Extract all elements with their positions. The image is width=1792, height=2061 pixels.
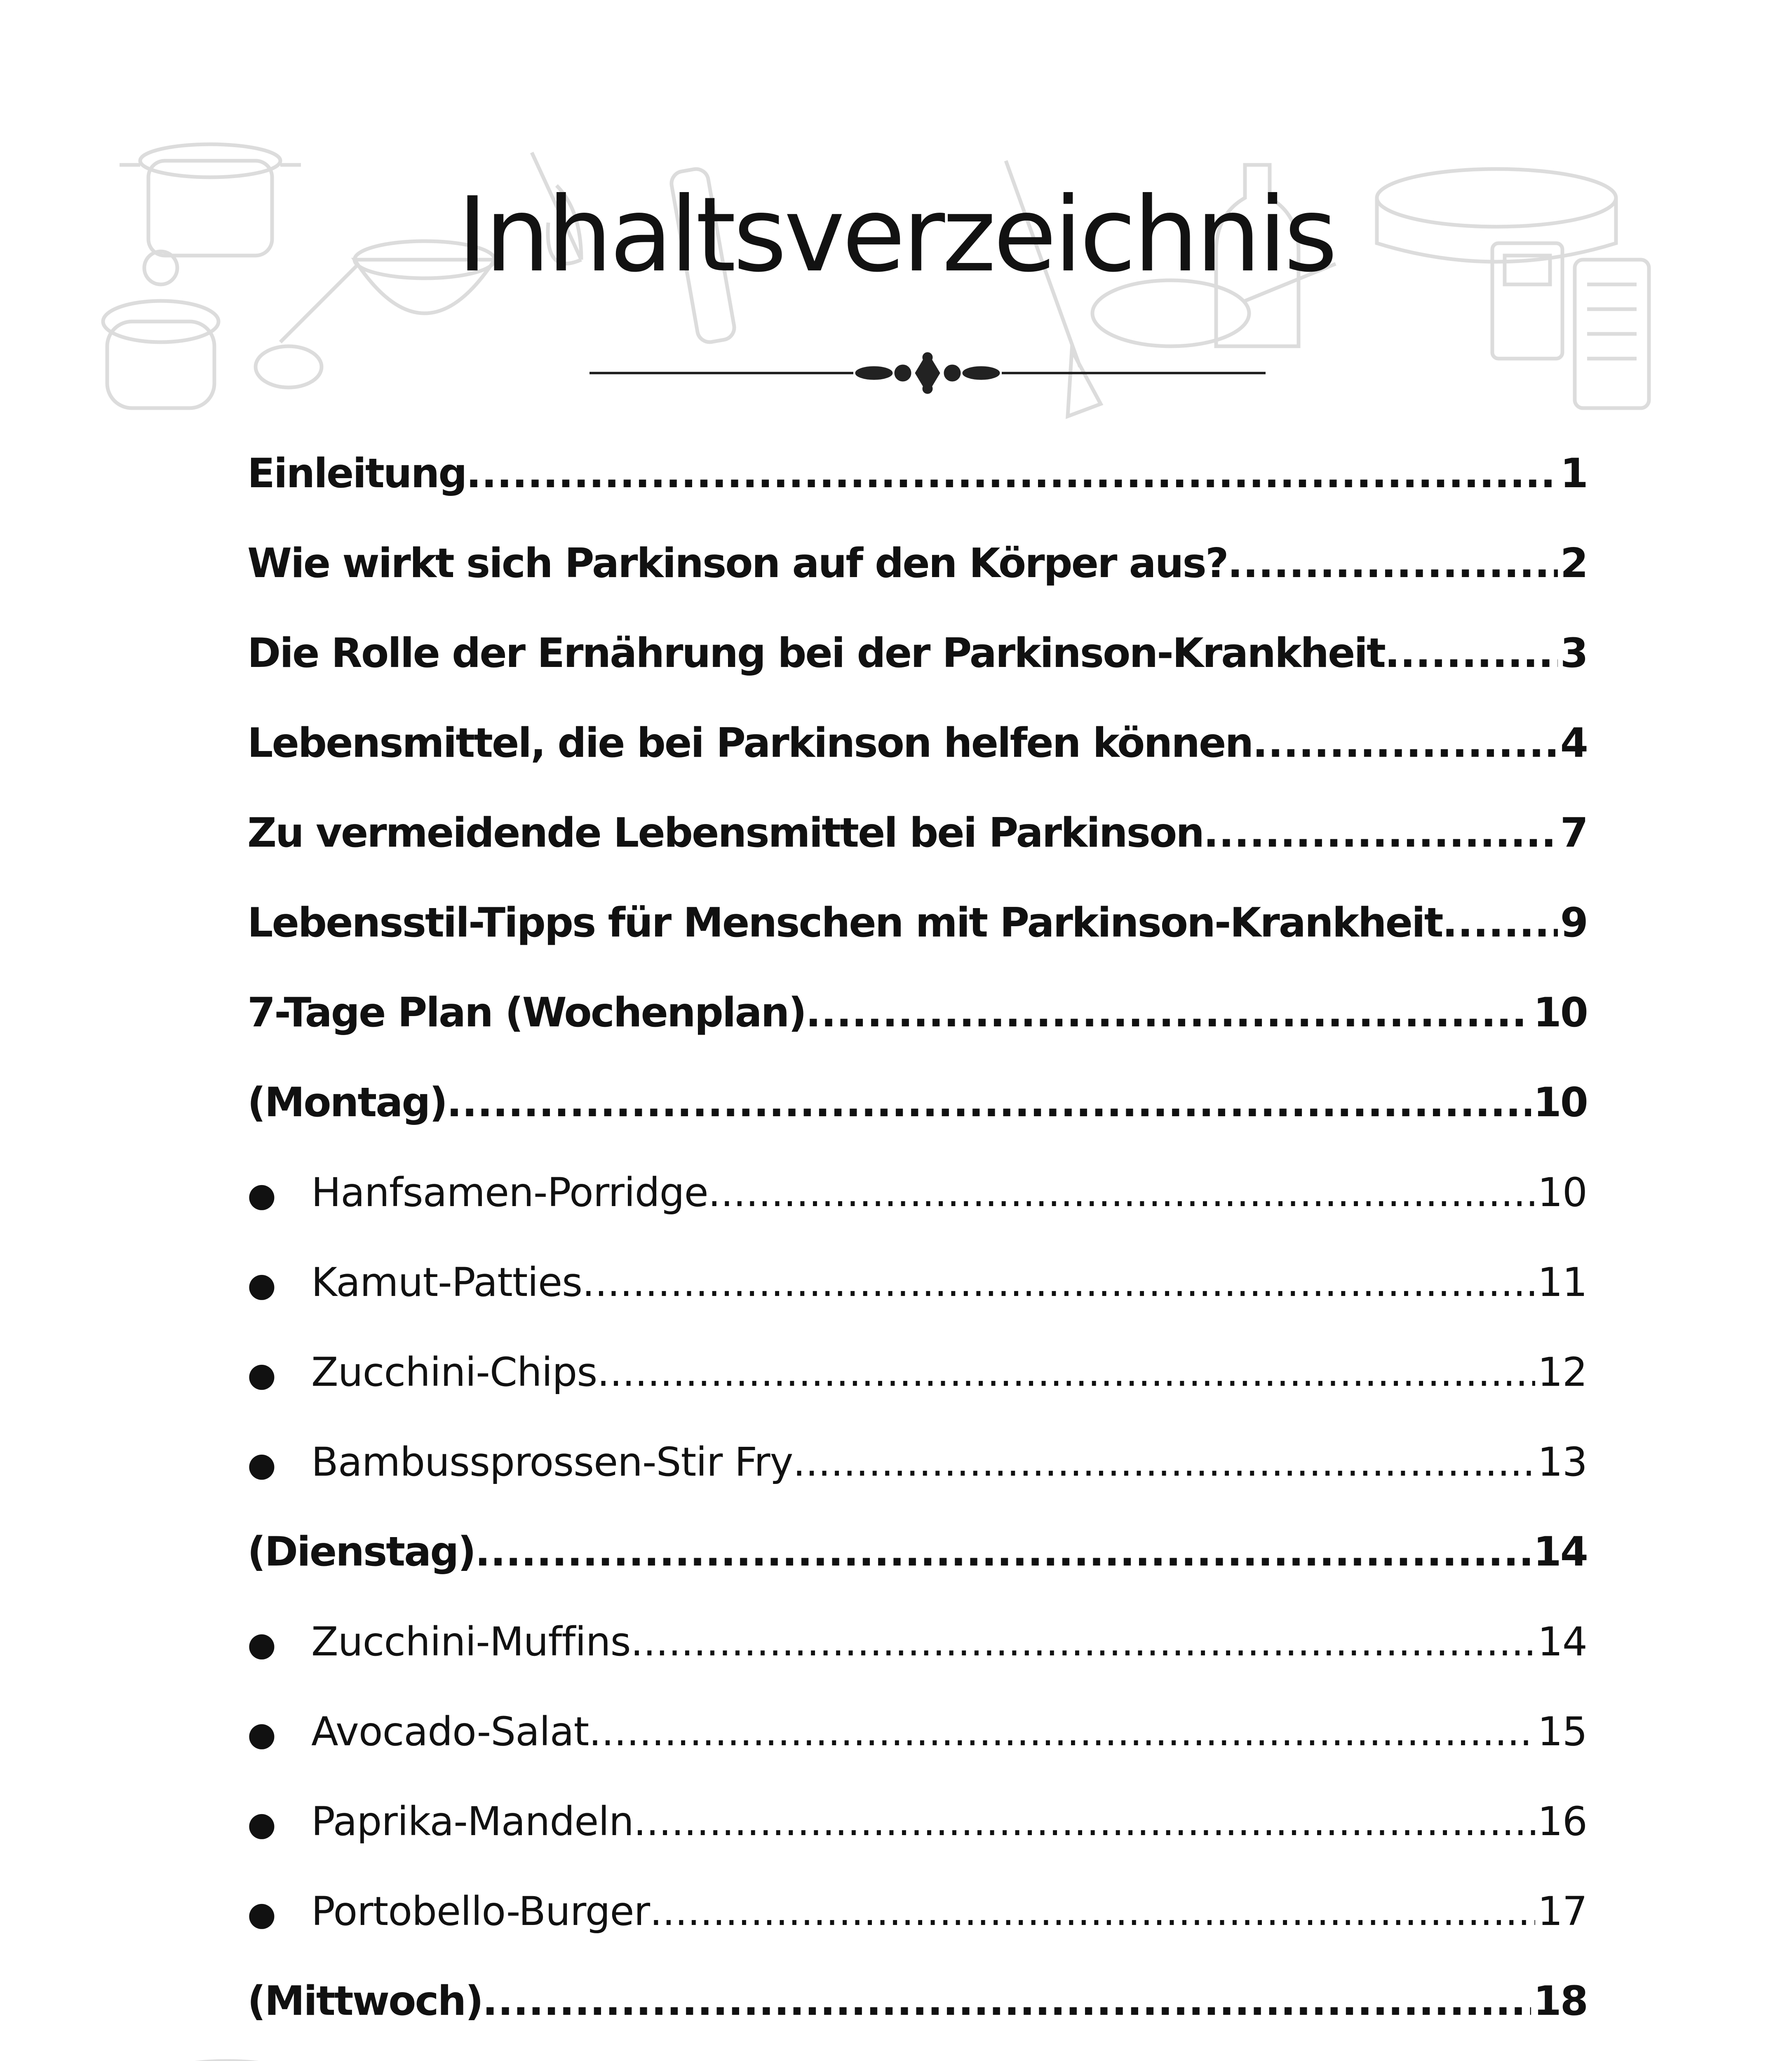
toc-entry-title: Zu vermeidende Lebensmittel bei Parkinson [247,810,1204,857]
toc-page-number: 10 [1537,1169,1587,1216]
toc-page-number: 13 [1537,1439,1587,1485]
toc-heading-entry [247,608,1587,698]
bullet-icon: ● [247,1805,276,1843]
bullet-icon: ● [247,1265,276,1304]
toc-entry-title: Zucchini-Chips [311,1349,597,1395]
bullet-icon: ● [247,1176,276,1214]
bullet-icon: ● [247,1445,276,1484]
toc-page-number: 14 [1533,1528,1587,1575]
dot-leader [582,1237,1535,1327]
dot-leader [466,429,1558,519]
bullet-icon: ● [247,1894,276,1933]
toc-page-number: 2 [1560,540,1587,587]
dot-leader [1252,698,1558,788]
dot-leader [793,1417,1535,1507]
ornamental-divider [590,348,1266,398]
toc-heading-entry [247,878,1587,968]
dot-leader [631,1597,1535,1687]
toc-heading-entry [247,788,1587,878]
toc-entry-title: Portobello-Burger [311,1888,650,1934]
dot-leader [1442,878,1558,968]
toc-page-number: 1 [1560,450,1587,497]
dot-leader [446,1058,1531,1148]
dot-leader [634,1777,1535,1866]
toc-heading-entry [247,1507,1587,1597]
toc-heading-entry [247,429,1587,519]
toc-entry-title: Hanfsamen-Porridge [311,1169,708,1216]
toc-page-number: 10 [1533,1079,1587,1126]
toc-page-number: 14 [1537,1619,1587,1665]
dot-leader [1228,519,1558,608]
toc-recipe-entry [247,1866,1587,1956]
kitchen-illustration-bottom [99,2049,1690,2061]
bullet-icon: ● [247,1715,276,1753]
toc-entry-title: (Mittwoch) [247,1978,483,2025]
toc-recipe-entry [247,1327,1587,1417]
toc-entry-title: Zucchini-Muffins [311,1619,631,1665]
toc-heading-entry [247,698,1587,788]
dot-leader [1385,608,1558,698]
toc-entry-title: Einleitung [247,450,466,497]
toc-recipe-entry [247,1597,1587,1687]
toc-entry-title: Lebensstil-Tipps für Menschen mit Parkinson-Krankheit [247,899,1442,946]
dot-leader [475,1507,1531,1597]
dot-leader [597,1327,1535,1417]
toc-page-number: 4 [1560,720,1587,767]
toc-page-number: 3 [1560,630,1587,677]
dot-leader [806,968,1531,1058]
toc-page-number: 15 [1537,1709,1587,1755]
toc-recipe-entry [247,1777,1587,1866]
dot-leader [589,1687,1535,1777]
toc-entry-title: (Montag) [247,1079,447,1126]
toc-entry-title: Avocado-Salat [311,1709,589,1755]
toc-page-number: 7 [1560,810,1587,857]
toc-page-number: 12 [1537,1349,1587,1395]
bullet-icon: ● [247,1625,276,1663]
toc-page-number: 10 [1533,989,1587,1036]
toc-recipe-entry [247,1148,1587,1237]
toc-heading-entry [247,519,1587,608]
table-of-contents [247,429,1587,2061]
toc-recipe-entry [247,1417,1587,1507]
page-title: Inhaltsverzeichnis [457,175,1335,295]
dot-leader [482,1956,1531,2046]
toc-entry-title: 7-Tage Plan (Wochenplan) [247,989,806,1036]
toc-entry-title: Lebensmittel, die bei Parkinson helfen können [247,720,1253,767]
toc-page-number: 17 [1537,1888,1587,1934]
toc-entry-title: Kamut-Patties [311,1259,582,1305]
dot-leader [1203,788,1558,878]
dot-leader [650,1866,1535,1956]
toc-entry-title: Wie wirkt sich Parkinson auf den Körper aus? [247,540,1228,587]
toc-entry-title: Paprika-Mandeln [311,1798,634,1845]
toc-recipe-entry [247,1687,1587,1777]
toc-page-number: 16 [1537,1798,1587,1845]
toc-page-number: 9 [1560,899,1587,946]
toc-page-number: 11 [1537,1259,1587,1305]
toc-heading-entry [247,1058,1587,1148]
toc-heading-entry [247,1956,1587,2046]
bullet-icon: ● [247,1355,276,1394]
dot-leader [708,1148,1535,1237]
toc-entry-title: (Dienstag) [247,1528,475,1575]
toc-entry-title: Die Rolle der Ernährung bei der Parkinson-Krankheit [247,630,1385,677]
toc-heading-entry [247,968,1587,1058]
toc-recipe-entry [247,1237,1587,1327]
toc-page-number: 18 [1533,1978,1587,2025]
toc-entry-title: Bambussprossen-Stir Fry [311,1439,793,1485]
